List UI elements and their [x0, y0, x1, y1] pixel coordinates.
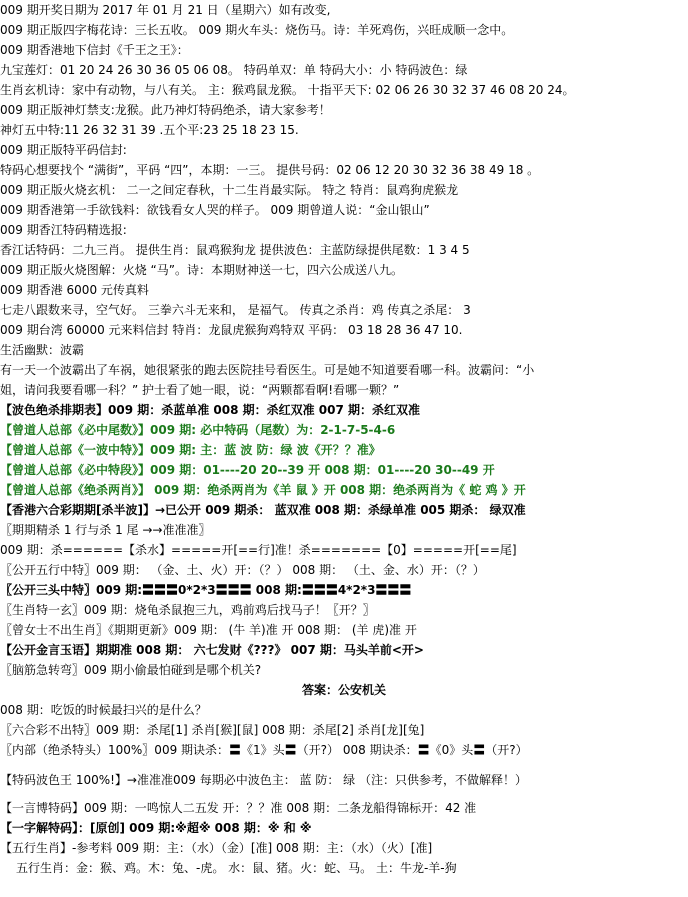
- fax-line: 七走八跟数来寻，空气好。 三拳六斗无来和， 是福气。 传真之杀肖：鸡 传真之杀尾： 3: [0, 303, 471, 317]
- special-letter-title: 009 期正版特平码信封:: [0, 143, 127, 157]
- brain-teaser-line: 〖脑筋急转弯〗009 期小偷最怕碰到是哪个机关?: [0, 663, 262, 677]
- kill-two-zodiac-line: 【曾道人总部《绝杀两肖》】 009 期：绝杀两肖为《羊 鼠 》开 008 期：绝杀两肖为《 蛇 鸡 》开: [0, 483, 526, 497]
- kill-row-tail-line: 009 期：杀======【杀水】=====开[==行]准！杀=======【0】=====开[==尾]: [0, 543, 517, 557]
- must-segment-line: 【曾道人总部《必中特段》】009 期：01----20 20--39 开 008 期：01----20 30--49 开: [0, 463, 495, 477]
- brain-teaser-answer: 答案：公安机关: [301, 683, 386, 697]
- zodiac-mystery-line: 〖生肖特一玄〗009 期：烧龟杀鼠抱三九，鸡前鸡后找马子！〖开？〗: [0, 603, 375, 617]
- one-char-special-line: 【一字解特码】：[原创] 009 期:※超※ 008 期：※ 和 ※: [0, 821, 312, 835]
- must-tail-line: 【曾道人总部《必中尾数》】009 期: 必中特码（尾数）为：2-1-7-5-4-6: [0, 423, 396, 437]
- underground-letter-title: 009 期香港地下信封《千王之王》：: [0, 43, 189, 57]
- humor-title: 生活幽默：波霸: [0, 343, 85, 357]
- zodiac-riddle-line: 生肖玄机诗：家中有动物，与八有关。 主：猴鸡鼠龙猴。 十指平天下: 02 06 26 30 32 37 46 08 20 24。: [0, 83, 575, 97]
- wave-color-table-line: 【波色绝杀排期表】009 期：杀蓝单准 008 期：杀红双准 007 期：杀红双准: [0, 403, 421, 417]
- taiwan-letter-line: 009 期台湾 60000 元来料信封 特肖：龙鼠虎猴狗鸡特双 平码： 03 18 28 36 47 10.: [0, 323, 463, 337]
- lamp-ban-line: 009 期正版神灯禁支:龙猴。此乃神灯特码绝杀，请大家参考！: [0, 103, 331, 117]
- dinner-question-line: 008 期：吃饭的时候最扫兴的是什么？: [0, 703, 207, 717]
- humor-text-1: 有一天一个波霸出了车祸，她很紧张的跑去医院挂号看医生。可是她不知道要看哪一科。波霸问：“小: [0, 363, 535, 377]
- half-wave-line: 【香港六合彩期期[杀半波]】→已公开 009 期杀： 蓝双准 008 期：杀绿单准 005 期杀： 绿双准: [0, 503, 526, 517]
- plum-poem-line: 009 期正版四字梅花诗：三长五收。 009 期火车头：烧伤马。诗：羊死鸡伤，兴旺成顺一念中。: [0, 23, 514, 37]
- golden-words-line: 【公开金言玉语】期期准 008 期： 六七发财《???》 007 期：马头羊前<开>: [0, 643, 424, 657]
- fax-title: 009 期香港 6000 元传真料: [0, 283, 149, 297]
- one-word-special-line: 【一言博特码】009 期：一鸣惊人二五发 开：？？准 008 期：二条龙船得锦标开：42 准: [0, 801, 477, 815]
- lotus-lamp-line: 九宝莲灯：01 20 24 26 30 36 05 06 08。 特码单双：单 特码大小：小 特码波色：绿: [0, 63, 468, 77]
- five-element-line: 〖公开五行中特〗009 期： （金、土、火）开：（？） 008 期： （土、金、水）开：（？）: [0, 563, 485, 577]
- five-element-mapping-line: 五行生肖：金：猴、鸡。木：兔、-虎。 水：鼠、猪。火：蛇、马。 土：牛龙-羊-狗: [16, 861, 457, 875]
- draw-date-line: 009 期开奖日期为 2017 年 01 月 21 日（星期六）如有改变,: [0, 3, 331, 17]
- lamp-five-line: 神灯五中特:11 26 32 31 39 .五个平:23 25 18 23 15.: [0, 123, 299, 137]
- xiangjiang-line: 香江话特码：二九三肖。 提供生肖：鼠鸡猴狗龙 提供波色：主蓝防绿提供尾数：1 3 4 5: [0, 243, 470, 257]
- ms-zeng-line: 〖曾女士不出生肖〗《期期更新》009 期： (牛 羊)准 开 008 期： (羊 虎)准 开: [0, 623, 417, 637]
- humor-text-2: 姐，请问我要看哪一科？” 护士看了她一眼，说：“两颗都看啊!看哪一颗？”: [0, 383, 400, 397]
- kill-row-tail-title: 〖期期精杀 1 行与杀 1 尾 →→准准准〗: [0, 523, 211, 537]
- fire-riddle-line: 009 期正版火烧玄机： 二一之间定春秋，十二生肖最实际。 特之 特肖：鼠鸡狗虎猴龙: [0, 183, 459, 197]
- internal-kill-line: 〖内部（绝杀特头）100%〗009 期诀杀：〓《1》头〓（开?） 008 期诀杀：〓《0》头〓（开?）: [0, 743, 528, 757]
- special-hint-line: 特码心想要找个 “满街”，平码 “四”，本期：一三。 提供号码：02 06 12 20 30 32 36 38 49 18 。: [0, 163, 540, 177]
- one-wave-line: 【曾道人总部《一波中特》】009 期: 主：蓝 波 防：绿 波《开？？准》: [0, 443, 381, 457]
- five-element-zodiac-line: 【五行生肖】-参考料 009 期：主：（水）（金）[准] 008 期：主：（水）（火）[准]: [0, 841, 433, 855]
- money-hint-line: 009 期香港第一手欲钱料：欲钱看女人哭的样子。 009 期曾道人说：“金山银山”: [0, 203, 430, 217]
- fire-diagram-line: 009 期正版火烧图解：火烧 “马”。诗：本期财神送一七，四六公成送八九。: [0, 263, 403, 277]
- no-special-line: 〖六合彩不出特〗009 期：杀尾[1] 杀肖[猴][鼠] 008 期：杀尾[2] 杀肖[龙][兔]: [0, 723, 425, 737]
- xiangjiang-title: 009 期香江特码精选报:: [0, 223, 127, 237]
- wave-king-line: 【特码波色王 100%!】→准准准009 每期必中波色主： 蓝 防： 绿 （注：只供参考，不做解释！）: [0, 773, 527, 787]
- three-head-line: 〖公开三头中特〗009 期:〓〓〓0*2*3〓〓〓 008 期:〓〓〓4*2*3〓〓〓: [0, 583, 412, 597]
